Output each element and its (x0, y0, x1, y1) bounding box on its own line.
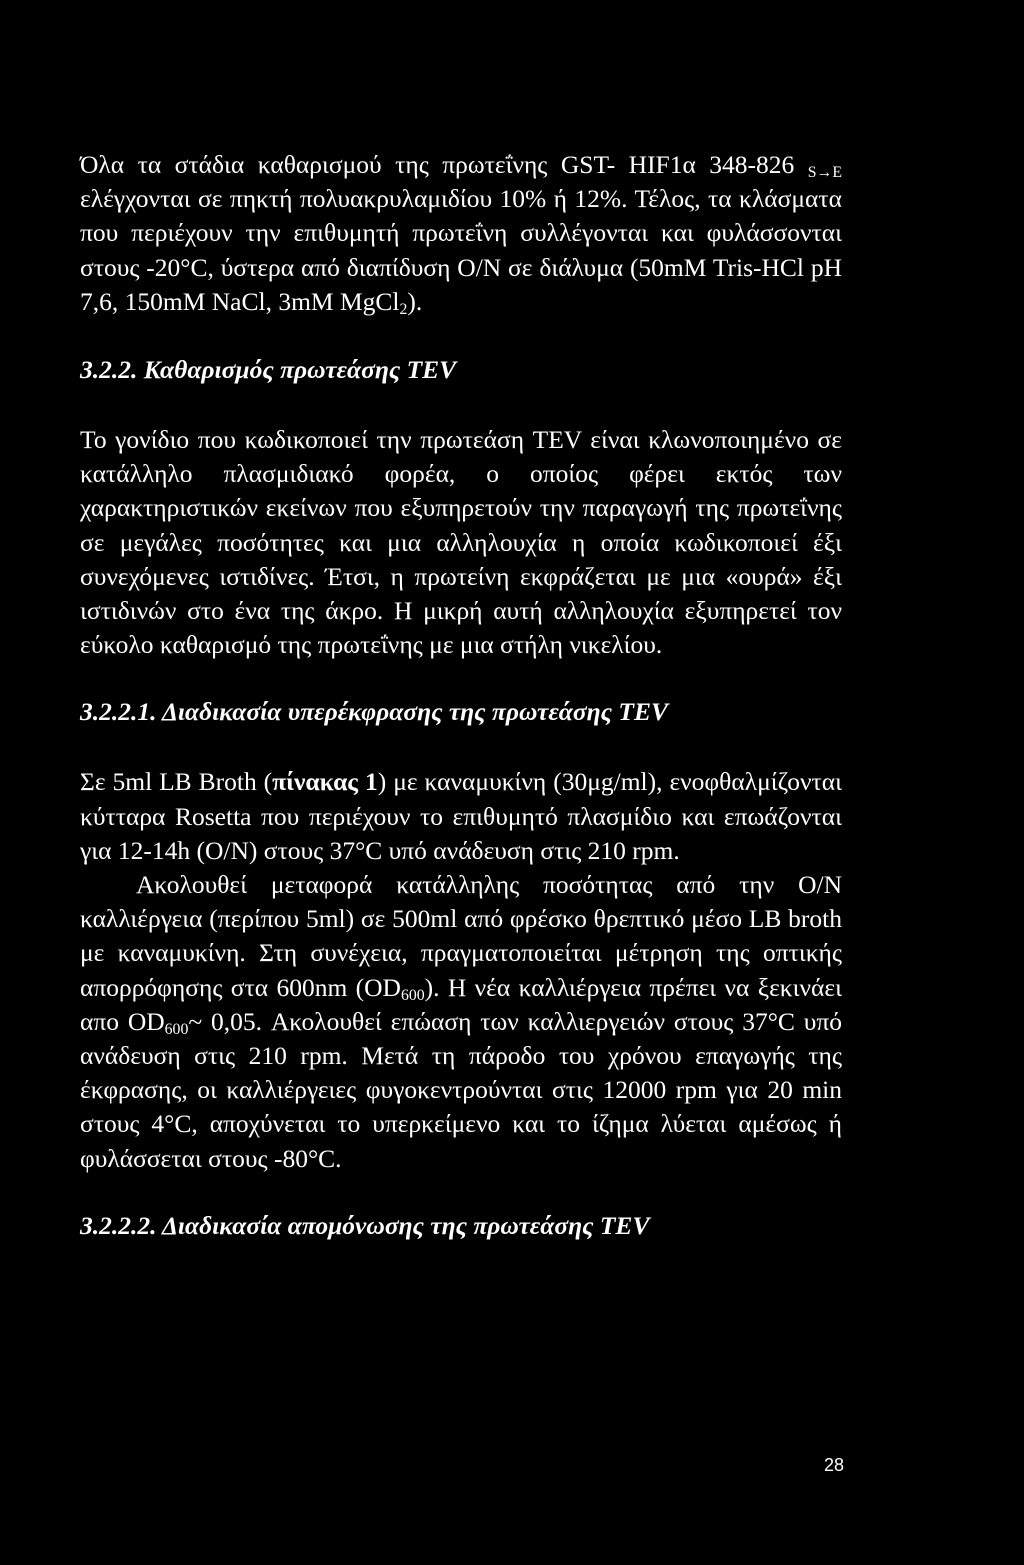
text-span: ελέγχονται σε πηκτή πολυακρυλαμιδίου 10% ή 12%. Τέλος, τα κλάσματα που περιέχουν την επιθυμητή πρωτεΐνη συλλέγονται και φυλάσσονται στους -20°C, ύστερα από διαπίδυση O/N σε διάλυμα (50mM Tris-HCl pH 7,6, 150mM NaCl, 3mM MgCl (80, 184, 842, 316)
text-span: ~ 0,05. Ακολουθεί επώαση των καλλιεργειών στους 37°C υπό ανάδευση στις 210 rpm. Μετά τη πάροδο του χρόνου επαγωγής της έκφρασης, οι καλλιέργειες φυγοκεντρούνται στις 12000 rpm για 20 min στους 4°C, αποχύνεται το υπερκείμενο και το ίζημα λύεται αμέσως ή φυλάσσεται στους -80°C. (80, 1006, 842, 1173)
subscript-2: 2 (399, 300, 408, 318)
paragraph-purification-stages (80, 148, 842, 319)
text-span: Όλα τα στάδια καθαρισμού της πρωτεΐνης GST- HIF1α 348-826 (80, 150, 808, 179)
heading-number: 3.2.2.1. (80, 697, 157, 727)
heading-number: 3.2.2. (80, 355, 138, 385)
document-page (80, 148, 842, 1243)
subscript-600: 600 (400, 986, 425, 1004)
text-span: ). (407, 286, 423, 316)
subscript-600: 600 (164, 1020, 189, 1038)
heading-title: Καθαρισμός πρωτεάσης TEV (143, 355, 457, 385)
table-reference: πίνακας 1 (272, 767, 378, 797)
paragraph-inoculation (80, 765, 842, 868)
paragraph-tev-gene: Το γονίδιο που κωδικοποιεί την πρωτεάση TEV είναι κλωνοποιημένο σε κατάλληλο πλασμιδιακό φορέα, ο οποίος φέρει εκτός των χαρακτηριστικών εκείνων που εξυπηρετούν την παραγωγή της πρωτεΐνης σε μεγάλες ποσότητες και μια αλληλουχία η οποία κωδικοποιεί έξι συνεχόμενες ιστιδίνες. Έτσι, η πρωτείνη εκφράζεται με μια «ουρά» έξι ιστιδινών στο ένα της άκρο. Η μικρή αυτή αλληλουχία εξυπηρετεί τον εύκολο καθαρισμό της πρωτεΐνης με μια στήλη νικελίου. (80, 425, 842, 660)
section-heading-3-2-2-1 (80, 695, 842, 729)
paragraph-culture-transfer (80, 868, 842, 1176)
heading-number: 3.2.2.2. (80, 1210, 157, 1240)
text-span: ). Η νέα καλλιέργεια πρέπει να ξεκινάει απο OD (80, 972, 842, 1036)
section-heading-3-2-2 (80, 353, 842, 387)
subscript-s-e: S→E (807, 163, 842, 181)
text-span: ) με καναμυκίνη (30μg/ml), ενοφθαλμίζονται κύτταρα Rosetta που περιέχουν το επιθυμητό πλασμίδιο και επωάζονται για 12-14h (O/N) στους 37°C υπό ανάδευση στις 210 rpm. (80, 767, 842, 865)
heading-title: Διαδικασία υπερέκφρασης της πρωτεάσης TEV (161, 697, 668, 727)
text-span: Σε 5ml LB Broth ( (80, 767, 273, 797)
page-number: 28 (824, 1455, 845, 1475)
section-heading-3-2-2-2 (80, 1209, 842, 1243)
text-span: Ακολουθεί μεταφορά κατάλληλης ποσότητας από την O/N καλλιέργεια (περίπου 5ml) σε 500ml από φρέσκο θρεπτικό μέσο LB broth με καναμυκίνη. Στη συνέχεια, πραγματοποιείται μέτρηση της οπτικής απορρόφησης στα 600nm (OD (80, 870, 842, 1002)
heading-title: Διαδικασία απομόνωσης της πρωτεάσης TEV (161, 1210, 650, 1240)
